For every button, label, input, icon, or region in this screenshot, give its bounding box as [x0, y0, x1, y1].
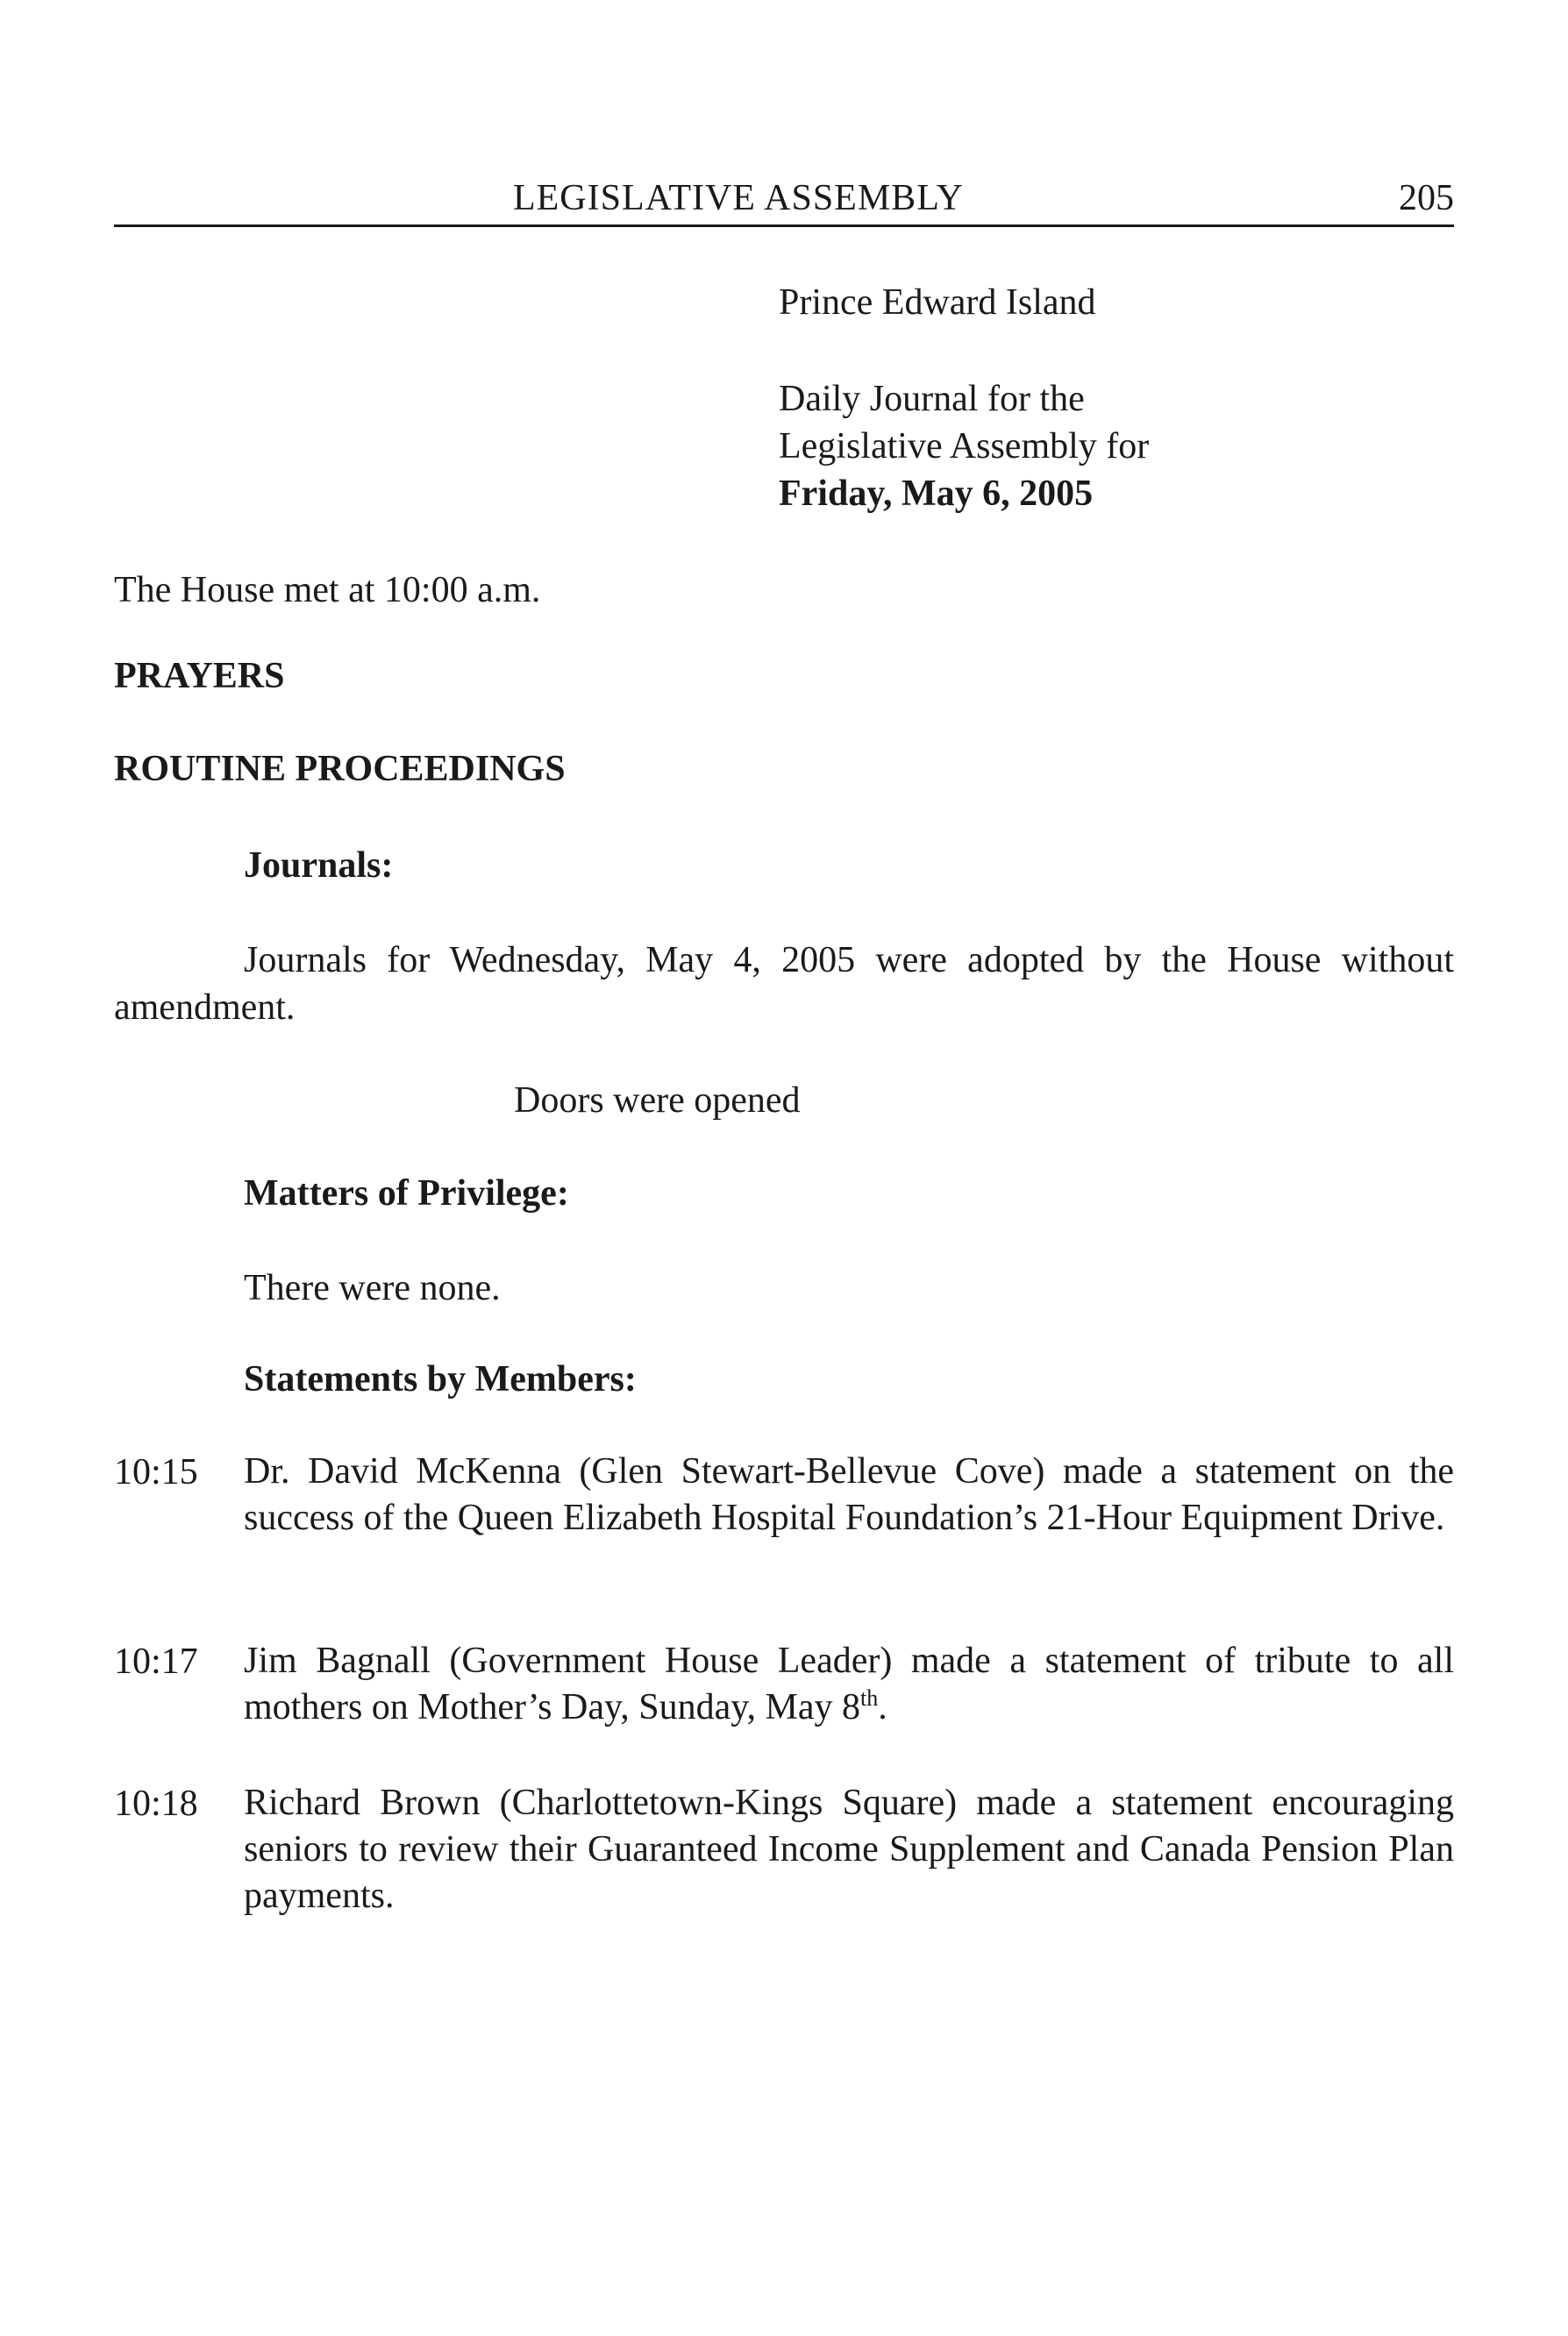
opening-line: The House met at 10:00 a.m. [114, 570, 541, 610]
ordinal-suffix: th [860, 1685, 879, 1711]
running-header [114, 172, 1454, 227]
statement-text [244, 1638, 1454, 1731]
journal-line-1: Daily Journal for the [779, 379, 1085, 419]
privilege-text: There were none. [244, 1268, 501, 1308]
journal-date: Friday, May 6, 2005 [779, 474, 1094, 514]
province-name: Prince Edward Island [779, 282, 1096, 323]
statement-end: . [878, 1687, 887, 1727]
statement-time: 10:18 [114, 1784, 198, 1824]
journals-heading: Journals: [244, 845, 394, 886]
journals-text-line-1: Journals for Wednesday, May 4, 2005 were adopted by the House without [244, 940, 1454, 980]
statement-time: 10:15 [114, 1452, 198, 1492]
running-header-title: LEGISLATIVE ASSEMBLY [513, 178, 964, 218]
statement-text: Dr. David McKenna (Glen Stewart-Bellevue Cove) made a statement on the success of the Queen Elizabeth Hospital Foundation’s 21-Hour Equipment Drive. [244, 1451, 1454, 1538]
page-number: 205 [1399, 178, 1454, 218]
routine-proceedings-heading: ROUTINE PROCEEDINGS [114, 749, 566, 789]
statement-text: Richard Brown (Charlottetown-Kings Square) made a statement encouraging seniors to review their Guaranteed Income Supplement and Canada Pension Plan payments. [244, 1783, 1454, 1916]
journals-text-line-2: amendment. [114, 987, 296, 1028]
doors-opened-note: Doors were opened [514, 1080, 801, 1121]
journals-paragraph [114, 937, 1454, 1031]
prayers-heading: PRAYERS [114, 656, 285, 696]
statement-body: Jim Bagnall (Government House Leader) made a statement of tribute to all mothers on Mother’s Day, Sunday, May 8 [244, 1641, 1454, 1727]
statements-heading: Statements by Members: [244, 1359, 637, 1399]
journal-line-2: Legislative Assembly for [779, 426, 1150, 466]
statement-time: 10:17 [114, 1642, 198, 1682]
privilege-heading: Matters of Privilege: [244, 1173, 569, 1214]
